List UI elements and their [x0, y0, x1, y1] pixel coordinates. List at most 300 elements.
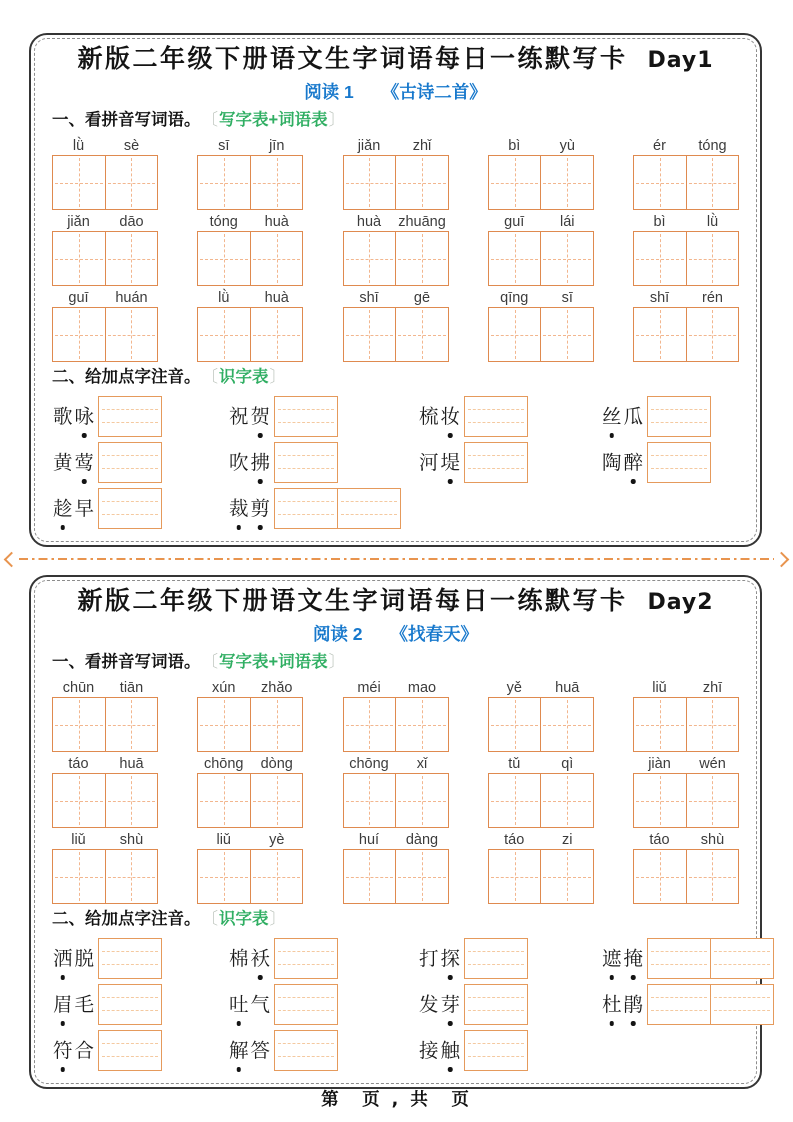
writing-cell: [250, 232, 303, 285]
writing-cell: [105, 156, 158, 209]
annotation-char: 打: [419, 946, 439, 970]
annotation-row: [52, 984, 739, 1025]
writing-cell: [250, 698, 303, 751]
pinyin-answer-cell: [99, 397, 161, 436]
writing-cell: [489, 308, 541, 361]
annotation-item: [418, 442, 601, 483]
writing-cell: [634, 308, 686, 361]
pinyin-word-group: [52, 211, 158, 286]
writing-grid-box: [52, 697, 158, 752]
day-label: Day1: [647, 48, 714, 73]
annotation-word: [228, 404, 271, 430]
pinyin-answer-cell: [337, 489, 400, 528]
lesson-book-title: 《古诗二首》: [381, 82, 487, 102]
pinyin-syllable: tóng: [209, 214, 238, 230]
emphasis-dot: [258, 433, 263, 438]
pinyin-word-group: [52, 829, 158, 904]
pinyin-labels: [488, 135, 594, 155]
pinyin-labels: [52, 677, 158, 697]
writing-cell: [395, 156, 448, 209]
pinyin-labels: [197, 829, 303, 849]
pinyin-word-group: [488, 753, 594, 828]
writing-cell: [395, 850, 448, 903]
pinyin-syllable: jīn: [269, 138, 285, 154]
pinyin-syllable: huā: [119, 756, 144, 772]
writing-grid-box: [197, 697, 303, 752]
writing-cell: [198, 698, 250, 751]
annotation-item: [52, 396, 228, 437]
annotation-char: 脱: [74, 946, 95, 970]
annotation-char: 贺: [250, 404, 272, 430]
annotation-word: [52, 992, 95, 1018]
lesson-subtitle: [52, 79, 739, 105]
emphasis-dot: [258, 525, 263, 530]
annotation-item: [52, 938, 228, 979]
annotation-char: 解: [228, 1038, 250, 1064]
pinyin-syllable: shù: [700, 832, 725, 848]
pinyin-word-group: [343, 677, 449, 752]
pinyin-labels: [343, 753, 449, 773]
emphasis-dot: [237, 525, 242, 530]
annotation-item: [228, 442, 418, 483]
pinyin-row: [52, 135, 739, 210]
section2-heading: [52, 364, 739, 391]
annotation-item: [418, 1030, 601, 1071]
pinyin-syllable: yè: [269, 832, 285, 848]
pinyin-answer-cell: [275, 939, 337, 978]
pinyin-labels: [343, 829, 449, 849]
annotation-word: [52, 1038, 95, 1064]
section1-label: 一、看拼音写词语。: [52, 111, 201, 129]
writing-cell: [489, 232, 541, 285]
writing-cell: [53, 698, 105, 751]
writing-cell: [634, 774, 686, 827]
pinyin-labels: [197, 753, 303, 773]
writing-cell: [250, 774, 303, 827]
pinyin-syllable: zhǐ: [412, 138, 432, 154]
writing-cell: [250, 308, 303, 361]
pinyin-syllable: chōng: [349, 756, 389, 772]
pinyin-row: [52, 677, 739, 752]
pinyin-word-group: [633, 753, 739, 828]
pinyin-labels: [197, 677, 303, 697]
pinyin-syllable: qì: [561, 756, 574, 772]
annotation-item: [52, 1030, 228, 1071]
writing-cell: [344, 774, 396, 827]
pinyin-answer-cell: [275, 1031, 337, 1070]
cut-line-divider: [6, 553, 787, 565]
pinyin-word-group: [633, 287, 739, 362]
pinyin-syllable: chōng: [203, 756, 244, 772]
cut-arrow-right-icon: [774, 551, 790, 567]
pinyin-answer-cell: [275, 397, 337, 436]
pinyin-answer-box: [647, 396, 711, 437]
annotation-char: 咏: [74, 404, 96, 430]
pinyin-word-group: [633, 135, 739, 210]
annotation-item: [418, 938, 601, 979]
writing-grid-box: [488, 231, 594, 286]
pinyin-word-group: [633, 829, 739, 904]
annotation-char: 发: [419, 992, 439, 1016]
worksheet-card: [29, 575, 762, 1089]
pinyin-answer-box: [647, 938, 774, 979]
pinyin-row: [52, 753, 739, 828]
pinyin-labels: [197, 135, 303, 155]
writing-cell: [540, 232, 593, 285]
annotation-char: 裁: [228, 496, 250, 522]
emphasis-dot: [258, 975, 263, 980]
pinyin-syllable: jiǎn: [67, 214, 90, 230]
annotation-item: [228, 938, 418, 979]
pinyin-answer-cell: [465, 985, 527, 1024]
annotation-item: [228, 1030, 418, 1071]
pinyin-syllable: zhuāng: [398, 214, 446, 230]
pinyin-answer-box: [98, 984, 162, 1025]
annotation-char: 早: [74, 496, 95, 520]
pinyin-answer-box: [647, 442, 711, 483]
writing-cell: [53, 232, 105, 285]
writing-grid-box: [633, 231, 739, 286]
emphasis-dot: [610, 1021, 615, 1026]
bracket-open: 〔: [201, 653, 218, 671]
annotation-char: 符: [52, 1038, 74, 1064]
annotation-char: 妆: [440, 404, 462, 430]
annotation-item: [601, 938, 774, 979]
annotation-row: [52, 1030, 739, 1071]
emphasis-dot: [237, 1021, 242, 1026]
writing-grid-box: [52, 231, 158, 286]
writing-cell: [634, 850, 686, 903]
pinyin-word-group: [488, 211, 594, 286]
writing-cell: [105, 308, 158, 361]
annotation-char: 触: [440, 1038, 462, 1064]
annotation-char: 气: [250, 992, 271, 1016]
pinyin-word-group: [343, 211, 449, 286]
pinyin-answer-cell: [275, 489, 337, 528]
writing-cell: [540, 850, 593, 903]
annotation-word: [418, 1038, 461, 1064]
pinyin-syllable: xǐ: [416, 756, 428, 772]
annotation-item: [52, 984, 228, 1025]
pinyin-syllable: shù: [119, 832, 144, 848]
writing-cell: [686, 232, 739, 285]
annotation-char: 吐: [228, 992, 250, 1018]
writing-grid-box: [343, 231, 449, 286]
emphasis-dot: [631, 975, 636, 980]
writing-grid-box: [197, 231, 303, 286]
writing-cell: [634, 232, 686, 285]
pinyin-answer-cell: [275, 985, 337, 1024]
pinyin-syllable: táo: [68, 756, 89, 772]
writing-cell: [344, 850, 396, 903]
pinyin-answer-box: [274, 488, 401, 529]
annotation-item: [52, 488, 228, 529]
writing-grid-box: [52, 307, 158, 362]
writing-cell: [540, 774, 593, 827]
writing-cell: [395, 232, 448, 285]
annotation-char: 河: [419, 450, 439, 474]
pinyin-answer-box: [274, 442, 338, 483]
annotation-char: 祝: [229, 404, 249, 428]
pinyin-answer-cell: [465, 1031, 527, 1070]
emphasis-dot: [258, 479, 263, 484]
pinyin-word-group: [197, 829, 303, 904]
annotation-item: [601, 442, 739, 483]
card-title: [52, 584, 739, 620]
annotation-item: [601, 984, 774, 1025]
section1-heading: [52, 649, 739, 676]
pinyin-labels: [197, 287, 303, 307]
section1-tag: 写字表+词语表: [219, 111, 328, 129]
writing-cell: [344, 698, 396, 751]
writing-grid-box: [633, 307, 739, 362]
writing-cell: [395, 774, 448, 827]
annotation-char: 瓜: [623, 404, 644, 428]
writing-cell: [198, 850, 250, 903]
pinyin-labels: [343, 287, 449, 307]
writing-cell: [198, 232, 250, 285]
annotation-char: 醉: [623, 450, 645, 476]
writing-cell: [105, 850, 158, 903]
section1-tag: 写字表+词语表: [219, 653, 328, 671]
worksheet-card: [29, 33, 762, 547]
annotation-word: [418, 992, 461, 1018]
emphasis-dot: [61, 975, 66, 980]
annotation-char: 眉: [52, 992, 74, 1018]
writing-cell: [53, 774, 105, 827]
annotation-char: 探: [440, 946, 462, 972]
pinyin-syllable: méi: [357, 680, 381, 696]
annotation-word: [601, 404, 644, 430]
pinyin-word-group: [343, 829, 449, 904]
section2-label: 二、给加点字注音。: [52, 910, 201, 928]
annotation-char: 趁: [52, 496, 74, 522]
pinyin-syllable: shī: [359, 290, 379, 306]
annotation-char: 莺: [74, 450, 96, 476]
pinyin-answer-cell: [275, 443, 337, 482]
writing-grid-box: [488, 849, 594, 904]
annotation-word: [52, 450, 95, 476]
annotation-word: [228, 450, 271, 476]
pinyin-word-group: [633, 211, 739, 286]
writing-grid-box: [52, 155, 158, 210]
writing-cell: [540, 156, 593, 209]
annotation-char: 遮: [601, 946, 623, 972]
writing-cell: [540, 698, 593, 751]
writing-cell: [540, 308, 593, 361]
pinyin-labels: [488, 753, 594, 773]
pinyin-word-group: [343, 753, 449, 828]
pinyin-syllable: tǔ: [508, 756, 521, 772]
section2-heading: [52, 906, 739, 933]
writing-cell: [105, 774, 158, 827]
writing-cell: [634, 698, 686, 751]
lesson-book-title: 《找春天》: [390, 624, 479, 644]
pinyin-answer-box: [464, 442, 528, 483]
writing-cell: [395, 308, 448, 361]
annotation-char: 掩: [623, 946, 645, 972]
writing-cell: [198, 308, 250, 361]
annotation-char: 袄: [250, 946, 272, 972]
pinyin-answer-cell: [710, 985, 773, 1024]
emphasis-dot: [61, 1021, 66, 1026]
pinyin-answer-cell: [648, 397, 710, 436]
cut-dash-line: [19, 558, 774, 560]
pinyin-syllable: gē: [413, 290, 431, 306]
writing-cell: [250, 156, 303, 209]
emphasis-dot: [82, 479, 87, 484]
pinyin-labels: [52, 753, 158, 773]
pinyin-syllable: zhǎo: [261, 680, 293, 696]
pinyin-word-group: [488, 135, 594, 210]
writing-grid-box: [343, 849, 449, 904]
annotation-word: [418, 946, 461, 972]
annotation-char: 丝: [601, 404, 623, 430]
pinyin-syllable: zhī: [702, 680, 723, 696]
pinyin-labels: [633, 211, 739, 231]
pinyin-word-group: [197, 287, 303, 362]
pinyin-answer-cell: [99, 939, 161, 978]
annotation-char: 梳: [419, 404, 439, 428]
annotation-char: 陶: [602, 450, 622, 474]
pinyin-syllable: qīng: [500, 290, 529, 306]
worksheet-title: 新版二年级下册语文生字词语每日一练默写卡: [77, 44, 628, 73]
pinyin-answer-box: [98, 488, 162, 529]
pinyin-syllable: liǔ: [652, 680, 667, 696]
pinyin-syllable: lǜ: [706, 214, 719, 230]
pinyin-answer-box: [98, 396, 162, 437]
pinyin-syllable: shī: [649, 290, 670, 306]
writing-grid-box: [488, 773, 594, 828]
writing-grid-box: [52, 849, 158, 904]
annotation-char: 洒: [52, 946, 74, 972]
pinyin-answer-cell: [99, 985, 161, 1024]
pinyin-syllable: jiàn: [648, 756, 671, 772]
writing-grid-box: [488, 697, 594, 752]
lesson-subtitle: [52, 621, 739, 647]
annotation-word: [228, 946, 271, 972]
writing-cell: [105, 232, 158, 285]
pinyin-syllable: chūn: [62, 680, 95, 696]
pinyin-answer-cell: [99, 1031, 161, 1070]
writing-cell: [53, 156, 105, 209]
emphasis-dot: [448, 1067, 453, 1072]
annotation-item: [418, 396, 601, 437]
bracket-close: 〕: [328, 111, 346, 129]
emphasis-dot: [237, 1067, 242, 1072]
writing-cell: [489, 698, 541, 751]
pinyin-syllable: huà: [264, 290, 289, 306]
pinyin-answer-box: [464, 1030, 528, 1071]
annotation-word: [601, 450, 644, 476]
annotation-char: 杜: [601, 992, 623, 1018]
writing-grid-box: [343, 697, 449, 752]
annotation-item: [52, 442, 228, 483]
pinyin-labels: [343, 677, 449, 697]
writing-cell: [53, 308, 105, 361]
worksheet-title: 新版二年级下册语文生字词语每日一练默写卡: [77, 586, 628, 615]
writing-cell: [489, 774, 541, 827]
annotation-row: [52, 488, 739, 529]
annotation-word: [228, 496, 271, 522]
pinyin-answer-box: [274, 984, 338, 1025]
writing-grid-box: [197, 307, 303, 362]
annotation-char: 鹃: [623, 992, 645, 1018]
pinyin-word-group: [197, 211, 303, 286]
pinyin-labels: [343, 211, 449, 231]
writing-cell: [250, 850, 303, 903]
annotation-char: 歌: [53, 404, 73, 428]
pinyin-syllable: bì: [653, 214, 666, 230]
pinyin-answer-box: [98, 938, 162, 979]
pinyin-word-group: [52, 287, 158, 362]
annotation-row: [52, 396, 739, 437]
annotation-char: 合: [74, 1038, 95, 1062]
writing-grid-box: [633, 697, 739, 752]
bracket-close: 〕: [269, 368, 286, 386]
pinyin-answer-cell: [648, 443, 710, 482]
annotation-word: [228, 1038, 271, 1064]
pinyin-row: [52, 211, 739, 286]
annotation-char: 答: [250, 1038, 271, 1062]
writing-cell: [344, 156, 396, 209]
annotation-row: [52, 442, 739, 483]
writing-cell: [395, 698, 448, 751]
pinyin-syllable: huí: [358, 832, 380, 848]
pinyin-answer-cell: [648, 985, 710, 1024]
writing-grid-box: [197, 773, 303, 828]
writing-cell: [686, 156, 739, 209]
pinyin-syllable: huà: [264, 214, 289, 230]
emphasis-dot: [610, 975, 615, 980]
pinyin-labels: [488, 211, 594, 231]
pinyin-syllable: dòng: [260, 756, 293, 772]
pinyin-answer-box: [464, 938, 528, 979]
annotation-char: 剪: [250, 496, 272, 522]
annotation-item: [418, 984, 601, 1025]
pinyin-word-group: [52, 753, 158, 828]
card-content: [31, 577, 760, 1087]
writing-grid-box: [343, 307, 449, 362]
pinyin-syllable: sī: [218, 138, 230, 154]
pinyin-labels: [633, 287, 739, 307]
reading-number: 阅读 2: [312, 624, 363, 644]
writing-grid-box: [633, 773, 739, 828]
emphasis-dot: [631, 479, 636, 484]
annotation-char: 芽: [440, 992, 462, 1018]
writing-grid-box: [343, 773, 449, 828]
writing-cell: [198, 774, 250, 827]
pinyin-syllable: sī: [561, 290, 573, 306]
bracket-close: 〕: [269, 910, 286, 928]
pinyin-word-group: [343, 287, 449, 362]
pinyin-syllable: tiān: [119, 680, 144, 696]
pinyin-labels: [343, 135, 449, 155]
pinyin-syllable: lái: [559, 214, 575, 230]
pinyin-syllable: yě: [506, 680, 522, 696]
pinyin-answer-box: [647, 984, 774, 1025]
pinyin-answer-box: [98, 442, 162, 483]
pinyin-answer-box: [274, 938, 338, 979]
pinyin-word-group: [488, 829, 594, 904]
pinyin-word-group: [488, 677, 594, 752]
annotation-char: 棉: [229, 946, 249, 970]
annotation-char: 吹: [229, 450, 249, 474]
pinyin-answer-cell: [99, 489, 161, 528]
bracket-close: 〕: [328, 653, 346, 671]
annotation-char: 堤: [440, 450, 462, 476]
pinyin-labels: [488, 287, 594, 307]
